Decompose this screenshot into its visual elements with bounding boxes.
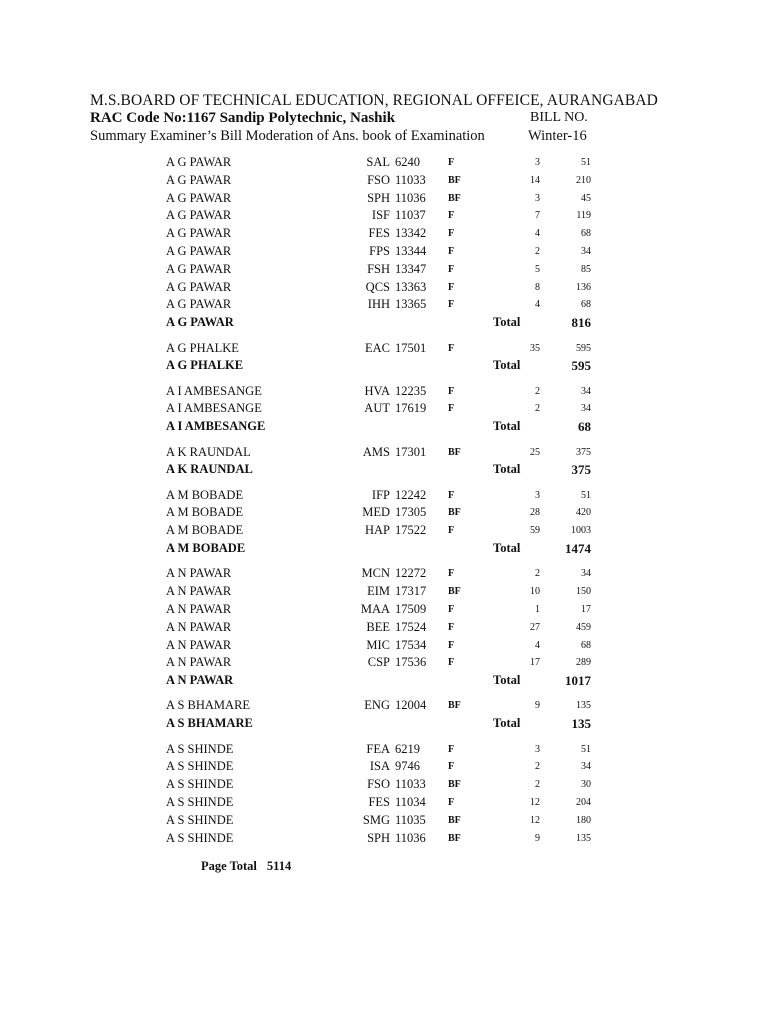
table-row	[0, 777, 768, 795]
examiner-name: A G PAWAR	[166, 172, 232, 187]
status-code: BF	[448, 174, 461, 186]
paper-code: 9746	[395, 759, 420, 774]
answer-book-count: 7	[535, 210, 540, 222]
rac-code-line: RAC Code No:1167 Sandip Polytechnic, Nashik	[90, 110, 396, 126]
status-code: BF	[448, 779, 461, 791]
amount: 68	[581, 639, 591, 651]
status-code: F	[448, 639, 455, 651]
examiner-name: A G PAWAR	[166, 155, 232, 169]
subject-code: SAL	[366, 155, 390, 169]
subject-code: FSO	[367, 172, 390, 187]
table-row	[0, 813, 768, 831]
group-total-row	[0, 419, 768, 437]
paper-code: 17317	[395, 584, 427, 599]
status-code: F	[448, 263, 455, 275]
amount: 51	[581, 489, 591, 501]
status-code: F	[448, 525, 455, 537]
amount: 289	[576, 657, 591, 669]
group-total-row	[0, 315, 768, 333]
amount: 17	[581, 603, 591, 615]
status-code: F	[448, 403, 455, 415]
answer-book-count: 2	[535, 761, 540, 773]
total-label: Total	[493, 462, 521, 477]
examiner-name: A N PAWAR	[166, 655, 232, 670]
table-row	[0, 280, 768, 298]
examiner-name: A G PAWAR	[166, 261, 232, 276]
paper-code: 17524	[395, 619, 427, 634]
table-row	[0, 698, 768, 716]
total-label: Total	[493, 315, 521, 330]
paper-code: 12235	[395, 383, 427, 398]
table-row	[0, 155, 768, 173]
status-code: BF	[448, 700, 461, 712]
page-total	[201, 859, 291, 874]
status-code: BF	[448, 446, 461, 458]
exam-season: Winter-16	[528, 128, 587, 144]
group-total-row	[0, 716, 768, 734]
answer-book-count: 4	[535, 299, 540, 311]
examiner-name: A K RAUNDAL	[166, 444, 251, 459]
paper-code: 6219	[395, 741, 420, 756]
group-total-name: A S BHAMARE	[166, 716, 253, 731]
table-row	[0, 638, 768, 656]
examiner-name: A S SHINDE	[166, 759, 234, 774]
paper-code: 11035	[395, 812, 426, 827]
amount: 1003	[571, 525, 591, 537]
status-code: F	[448, 385, 455, 397]
total-label: Total	[493, 358, 521, 373]
answer-book-count: 2	[535, 403, 540, 415]
answer-book-count: 2	[535, 246, 540, 257]
examiner-name: A N PAWAR	[166, 619, 232, 634]
examiner-name: A G PAWAR	[166, 297, 232, 312]
examiner-name: A S SHINDE	[166, 794, 234, 809]
status-code: F	[448, 157, 455, 168]
status-code: F	[448, 621, 455, 633]
status-code: BF	[448, 814, 461, 826]
amount: 180	[576, 814, 591, 826]
amount: 34	[581, 568, 591, 580]
table-row	[0, 795, 768, 813]
paper-code: 13363	[395, 279, 427, 294]
group-total-value: 595	[571, 358, 591, 374]
paper-code: 11037	[395, 208, 426, 223]
group-total-name: A I AMBESANGE	[166, 419, 266, 434]
subject-code: FPS	[369, 244, 390, 258]
amount: 34	[581, 246, 591, 257]
paper-code: 11034	[395, 794, 426, 809]
examiner-name: A G PAWAR	[166, 279, 232, 294]
status-code: F	[448, 281, 455, 293]
examiner-name: A M BOBADE	[166, 505, 244, 520]
examiner-name: A G PAWAR	[166, 244, 232, 258]
group-total-value: 1017	[565, 673, 591, 689]
table-row	[0, 262, 768, 280]
subject-code: QCS	[365, 279, 390, 294]
examiner-name: A G PHALKE	[166, 340, 239, 355]
answer-book-count: 25	[530, 446, 540, 458]
examiner-name: A S SHINDE	[166, 830, 234, 845]
answer-book-count: 5	[535, 263, 540, 275]
examiner-name: A N PAWAR	[166, 584, 232, 599]
status-code: F	[448, 603, 455, 615]
paper-code: 17509	[395, 601, 427, 616]
answer-book-count: 3	[535, 743, 540, 755]
subject-code: MCN	[361, 566, 390, 581]
subject-code: AUT	[364, 401, 390, 416]
amount: 595	[576, 342, 591, 354]
answer-book-count: 2	[535, 779, 540, 791]
paper-code: 12272	[395, 566, 427, 581]
answer-book-count: 2	[535, 568, 540, 580]
paper-code: 17536	[395, 655, 427, 670]
group-total-name: A M BOBADE	[166, 541, 246, 555]
answer-book-count: 17	[530, 657, 540, 669]
subject-code: MED	[362, 505, 390, 520]
subject-code: SPH	[367, 830, 390, 845]
table-row	[0, 173, 768, 191]
status-code: F	[448, 228, 455, 240]
amount: 135	[576, 700, 591, 712]
answer-book-count: 59	[530, 525, 540, 537]
amount: 34	[581, 403, 591, 415]
group-total-name: A K RAUNDAL	[166, 462, 253, 477]
status-code: BF	[448, 507, 461, 519]
examiner-name: A N PAWAR	[166, 637, 232, 652]
subject-code: IFP	[371, 487, 390, 502]
group-total-row	[0, 673, 768, 691]
group-total-name: A G PHALKE	[166, 358, 244, 373]
subject-code: BEE	[366, 619, 390, 634]
status-code: F	[448, 342, 455, 354]
table-row	[0, 445, 768, 463]
table-row	[0, 191, 768, 209]
table-row	[0, 341, 768, 359]
answer-book-count: 12	[530, 796, 540, 808]
paper-code: 6240	[395, 155, 420, 169]
examiner-name: A M BOBADE	[166, 523, 244, 538]
group-total-value: 375	[571, 462, 591, 478]
answer-book-count: 8	[535, 281, 540, 293]
amount: 135	[576, 832, 591, 844]
paper-code: 11036	[395, 190, 426, 205]
answer-book-count: 1	[535, 603, 540, 615]
subject-code: ISA	[369, 759, 390, 774]
group-total-row	[0, 358, 768, 376]
group-total-name: A G PAWAR	[166, 315, 234, 330]
table-row	[0, 602, 768, 620]
status-code: F	[448, 489, 455, 501]
document-title: M.S.BOARD OF TECHNICAL EDUCATION, REGIONAL OFFEICE, AURANGABAD	[90, 92, 658, 109]
paper-code: 12004	[395, 698, 427, 713]
amount: 150	[576, 586, 591, 598]
total-label: Total	[493, 419, 521, 434]
answer-book-count: 9	[535, 832, 540, 844]
amount: 34	[581, 761, 591, 773]
paper-code: 13344	[395, 244, 427, 258]
subject-code: ENG	[364, 698, 390, 713]
table-row	[0, 831, 768, 849]
status-code: F	[448, 210, 455, 222]
paper-code: 17305	[395, 505, 427, 520]
subject-code: EIM	[367, 584, 390, 599]
paper-code: 13342	[395, 226, 427, 241]
answer-book-count: 3	[535, 192, 540, 204]
amount: 51	[581, 743, 591, 755]
table-row	[0, 742, 768, 760]
subject-code: AMS	[362, 444, 390, 459]
examiner-name: A N PAWAR	[166, 566, 232, 581]
answer-book-count: 12	[530, 814, 540, 826]
table-row	[0, 566, 768, 584]
table-row	[0, 505, 768, 523]
status-code: BF	[448, 586, 461, 598]
table-row	[0, 488, 768, 506]
page-total-value: 5114	[266, 859, 292, 873]
answer-book-count: 10	[530, 586, 540, 598]
subject-code: FSH	[367, 261, 390, 276]
table-row	[0, 244, 768, 262]
paper-code: 11033	[395, 172, 426, 187]
group-total-row	[0, 541, 768, 559]
subject-code: FEA	[366, 741, 390, 756]
answer-book-count: 3	[535, 489, 540, 501]
group-total-name: A N PAWAR	[166, 673, 234, 688]
paper-code: 13365	[395, 297, 427, 312]
group-total-value: 1474	[565, 541, 591, 556]
table-row	[0, 523, 768, 541]
subject-code: EAC	[365, 340, 390, 355]
examiner-name: A G PAWAR	[166, 208, 232, 223]
status-code: BF	[448, 832, 461, 844]
table-row	[0, 226, 768, 244]
table-row	[0, 297, 768, 315]
examiner-name: A S SHINDE	[166, 741, 234, 756]
page-total-label: Page Total	[201, 859, 257, 873]
amount: 375	[576, 446, 591, 458]
answer-book-count: 9	[535, 700, 540, 712]
table-row	[0, 584, 768, 602]
amount: 210	[576, 174, 591, 186]
answer-book-count: 27	[530, 621, 540, 633]
subject-code: IHH	[367, 297, 390, 312]
answer-book-count: 3	[535, 157, 540, 168]
answer-book-count: 14	[530, 174, 540, 186]
status-code: F	[448, 246, 455, 257]
paper-code: 11033	[395, 777, 426, 792]
amount: 136	[576, 281, 591, 293]
paper-code: 17522	[395, 523, 427, 538]
amount: 204	[576, 796, 591, 808]
examiner-name: A I AMBESANGE	[166, 401, 262, 416]
subject-code: CSP	[367, 655, 390, 670]
paper-code: 12242	[395, 487, 427, 502]
table-row	[0, 401, 768, 419]
examiner-name: A I AMBESANGE	[166, 383, 262, 398]
status-code: BF	[448, 192, 461, 204]
status-code: F	[448, 299, 455, 311]
examiner-name: A M BOBADE	[166, 487, 244, 502]
paper-code: 13347	[395, 261, 427, 276]
amount: 119	[576, 210, 591, 222]
subject-code: SPH	[367, 190, 390, 205]
examiner-name: A S SHINDE	[166, 812, 234, 827]
status-code: F	[448, 743, 455, 755]
total-label: Total	[493, 541, 521, 555]
examiner-name: A G PAWAR	[166, 190, 232, 205]
amount: 68	[581, 228, 591, 240]
answer-book-count: 4	[535, 228, 540, 240]
answer-book-count: 28	[530, 507, 540, 519]
total-label: Total	[493, 673, 521, 688]
group-total-row	[0, 462, 768, 480]
status-code: F	[448, 568, 455, 580]
amount: 68	[581, 299, 591, 311]
examiner-name: A N PAWAR	[166, 601, 232, 616]
paper-code: 17501	[395, 340, 427, 355]
status-code: F	[448, 657, 455, 669]
table-row	[0, 759, 768, 777]
subject-code: MIC	[366, 637, 390, 652]
paper-code: 17301	[395, 444, 427, 459]
amount: 30	[581, 779, 591, 791]
subject-code: SMG	[362, 812, 390, 827]
paper-code: 17619	[395, 401, 427, 416]
table-row	[0, 208, 768, 226]
subject-code: FES	[368, 226, 390, 241]
answer-book-count: 4	[535, 639, 540, 651]
amount: 51	[581, 157, 591, 168]
subject-code: ISF	[371, 208, 390, 223]
subject-code: HAP	[364, 523, 390, 538]
amount: 85	[581, 263, 591, 275]
amount: 420	[576, 507, 591, 519]
amount: 459	[576, 621, 591, 633]
status-code: F	[448, 761, 455, 773]
subject-code: FSO	[367, 777, 390, 792]
bill-number-label: BILL NO.	[530, 110, 588, 125]
table-row	[0, 655, 768, 673]
examiner-name: A S SHINDE	[166, 777, 234, 792]
group-total-value: 816	[571, 315, 591, 331]
total-label: Total	[493, 716, 521, 731]
bill-summary-line: Summary Examiner’s Bill Moderation of Ans. book of Examination	[90, 128, 485, 144]
subject-code: HVA	[364, 383, 390, 398]
table-row	[0, 620, 768, 638]
subject-code: FES	[368, 794, 390, 809]
amount: 34	[581, 385, 591, 397]
paper-code: 11036	[395, 830, 426, 845]
status-code: F	[448, 796, 455, 808]
examiner-name: A G PAWAR	[166, 226, 232, 241]
answer-book-count: 2	[535, 385, 540, 397]
group-total-value: 135	[571, 716, 591, 732]
table-row	[0, 384, 768, 402]
amount: 45	[581, 192, 591, 204]
subject-code: MAA	[360, 601, 390, 616]
group-total-value: 68	[578, 419, 591, 435]
paper-code: 17534	[395, 637, 427, 652]
answer-book-count: 35	[530, 342, 540, 354]
examiner-name: A S BHAMARE	[166, 698, 251, 713]
